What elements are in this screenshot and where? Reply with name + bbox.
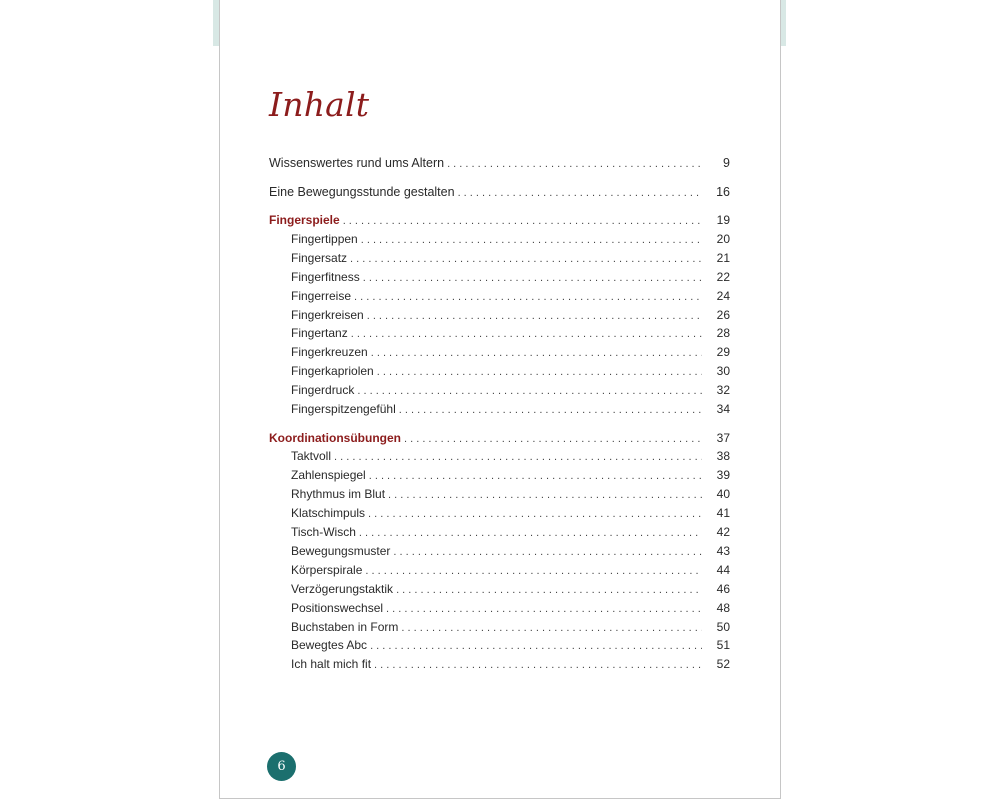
toc-leader-dots bbox=[368, 508, 702, 520]
toc-entry-label: Fingerkreisen bbox=[291, 307, 364, 322]
toc-leader-dots bbox=[386, 603, 702, 615]
toc-entry-page: 37 bbox=[716, 430, 730, 445]
toc-entry[interactable] bbox=[291, 638, 730, 657]
toc-entry-page: 51 bbox=[716, 638, 730, 653]
toc-entry[interactable] bbox=[291, 345, 730, 364]
toc-leader-dots bbox=[401, 622, 702, 634]
toc-entry-label: Verzögerungstaktik bbox=[291, 581, 394, 596]
toc-entry-label: Fingerspiele bbox=[269, 213, 340, 227]
toc-entry-label: Taktvoll bbox=[291, 449, 332, 464]
toc-entry-label: Fingerfitness bbox=[291, 269, 360, 284]
toc-entry[interactable] bbox=[291, 383, 730, 402]
toc-entry[interactable] bbox=[291, 402, 730, 421]
toc-entry-page: 52 bbox=[716, 657, 730, 672]
toc-entry-label: Körperspirale bbox=[291, 562, 363, 577]
toc-entry-label: Fingerkreuzen bbox=[291, 345, 368, 360]
toc-leader-dots bbox=[396, 584, 702, 596]
toc-entry-page: 9 bbox=[723, 156, 730, 170]
toc-entry-page: 44 bbox=[716, 562, 730, 577]
toc-leader-dots bbox=[393, 546, 702, 558]
toc-entry-label: Positionswechsel bbox=[291, 600, 384, 615]
toc-entry[interactable] bbox=[291, 563, 730, 582]
toc-entry-page: 32 bbox=[716, 383, 730, 398]
toc-leader-dots bbox=[365, 565, 702, 577]
toc-entry-page: 46 bbox=[716, 581, 730, 596]
toc-leader-dots bbox=[404, 433, 702, 445]
toc-entry-label: Wissenswertes rund ums Altern bbox=[269, 156, 445, 170]
toc-entry-page: 19 bbox=[716, 213, 730, 227]
toc-entry[interactable] bbox=[291, 468, 730, 487]
toc-section-heading[interactable] bbox=[269, 213, 730, 232]
toc-entry-label: Fingertanz bbox=[291, 326, 348, 341]
toc-entry[interactable] bbox=[291, 232, 730, 251]
toc-entry[interactable] bbox=[291, 620, 730, 639]
toc-entry-label: Ich halt mich fit bbox=[291, 657, 372, 672]
toc-entry-label: Fingertippen bbox=[291, 231, 358, 246]
toc-leader-dots bbox=[370, 640, 702, 652]
toc-entry-page: 28 bbox=[716, 326, 730, 341]
toc-entry-label: Rhythmus im Blut bbox=[291, 487, 386, 502]
toc-entry-label: Bewegtes Abc bbox=[291, 638, 368, 653]
toc-entry-page: 48 bbox=[716, 600, 730, 615]
toc-entry[interactable] bbox=[291, 308, 730, 327]
toc-entry[interactable] bbox=[291, 544, 730, 563]
toc-leader-dots bbox=[334, 451, 702, 463]
toc-entry[interactable] bbox=[291, 582, 730, 601]
toc-leader-dots bbox=[357, 385, 702, 397]
toc-leader-dots bbox=[458, 187, 702, 199]
toc-entry[interactable] bbox=[291, 289, 730, 308]
toc-entry-page: 41 bbox=[716, 506, 730, 521]
toc-entry-page: 16 bbox=[716, 184, 730, 199]
page-title: Inhalt bbox=[269, 85, 370, 124]
toc-entry[interactable] bbox=[291, 270, 730, 289]
toc-leader-dots bbox=[354, 291, 702, 303]
toc-leader-dots bbox=[374, 659, 702, 671]
toc-entry-page: 39 bbox=[716, 468, 730, 483]
toc-entry-page: 40 bbox=[716, 487, 730, 502]
toc-entry-page: 21 bbox=[716, 250, 730, 265]
toc-leader-dots bbox=[359, 527, 702, 539]
toc-leader-dots bbox=[388, 489, 702, 501]
page-number: 6 bbox=[277, 759, 286, 774]
toc-entry-page: 30 bbox=[716, 364, 730, 379]
toc-leader-dots bbox=[447, 158, 702, 170]
toc-entry-label: Buchstaben in Form bbox=[291, 619, 399, 634]
toc-leader-dots bbox=[399, 404, 702, 416]
page-number-badge bbox=[267, 752, 296, 781]
toc-leader-dots bbox=[361, 234, 702, 246]
toc-entry-label: Fingersatz bbox=[291, 250, 348, 265]
toc-entry-page: 26 bbox=[716, 307, 730, 322]
toc-entry-page: 20 bbox=[716, 231, 730, 246]
toc-entry-page: 22 bbox=[716, 269, 730, 284]
toc-entry-page: 42 bbox=[716, 525, 730, 539]
toc-leader-dots bbox=[367, 310, 702, 322]
toc-leader-dots bbox=[371, 347, 702, 359]
toc-entry-label: Tisch-Wisch bbox=[291, 525, 356, 539]
toc-entry-label: Klatschimpuls bbox=[291, 506, 366, 521]
toc-entry-page: 38 bbox=[716, 449, 730, 464]
toc-entry-label: Bewegungsmuster bbox=[291, 543, 391, 558]
toc-entry[interactable] bbox=[291, 251, 730, 270]
toc-entry-label: Zahlenspiegel bbox=[291, 468, 366, 483]
toc-entry-page: 43 bbox=[716, 543, 730, 558]
toc-entry[interactable] bbox=[291, 657, 730, 676]
toc-entry[interactable] bbox=[291, 326, 730, 345]
toc-entry[interactable] bbox=[291, 487, 730, 506]
toc-entry-label: Fingerdruck bbox=[291, 383, 355, 398]
toc-entry[interactable] bbox=[291, 364, 730, 383]
toc-entry[interactable] bbox=[291, 506, 730, 525]
toc-entry-label: Fingerkapriolen bbox=[291, 364, 374, 379]
toc-entry-page: 29 bbox=[716, 345, 730, 360]
toc-entry[interactable] bbox=[291, 449, 730, 468]
toc-entry[interactable] bbox=[291, 601, 730, 620]
toc-entry-page: 24 bbox=[716, 288, 730, 303]
toc-section-heading[interactable] bbox=[269, 431, 730, 450]
toc-entry-label: Koordinationsübungen bbox=[269, 430, 401, 445]
toc-entry[interactable] bbox=[291, 525, 730, 544]
toc-entry-page: 50 bbox=[716, 619, 730, 634]
toc-entry-label: Fingerspitzengefühl bbox=[291, 402, 396, 416]
toc-leader-dots bbox=[343, 215, 702, 227]
toc-entry-label: Fingerreise bbox=[291, 288, 352, 303]
toc-entry-page: 34 bbox=[716, 402, 730, 416]
toc-leader-dots bbox=[350, 253, 702, 265]
toc-entry[interactable] bbox=[269, 185, 730, 204]
toc-entry-label: Eine Bewegungsstunde gestalten bbox=[269, 184, 455, 199]
toc-leader-dots bbox=[369, 470, 702, 482]
toc-entry[interactable] bbox=[269, 156, 730, 175]
toc-leader-dots bbox=[363, 272, 702, 284]
toc-leader-dots bbox=[377, 366, 702, 378]
toc-leader-dots bbox=[351, 328, 702, 340]
